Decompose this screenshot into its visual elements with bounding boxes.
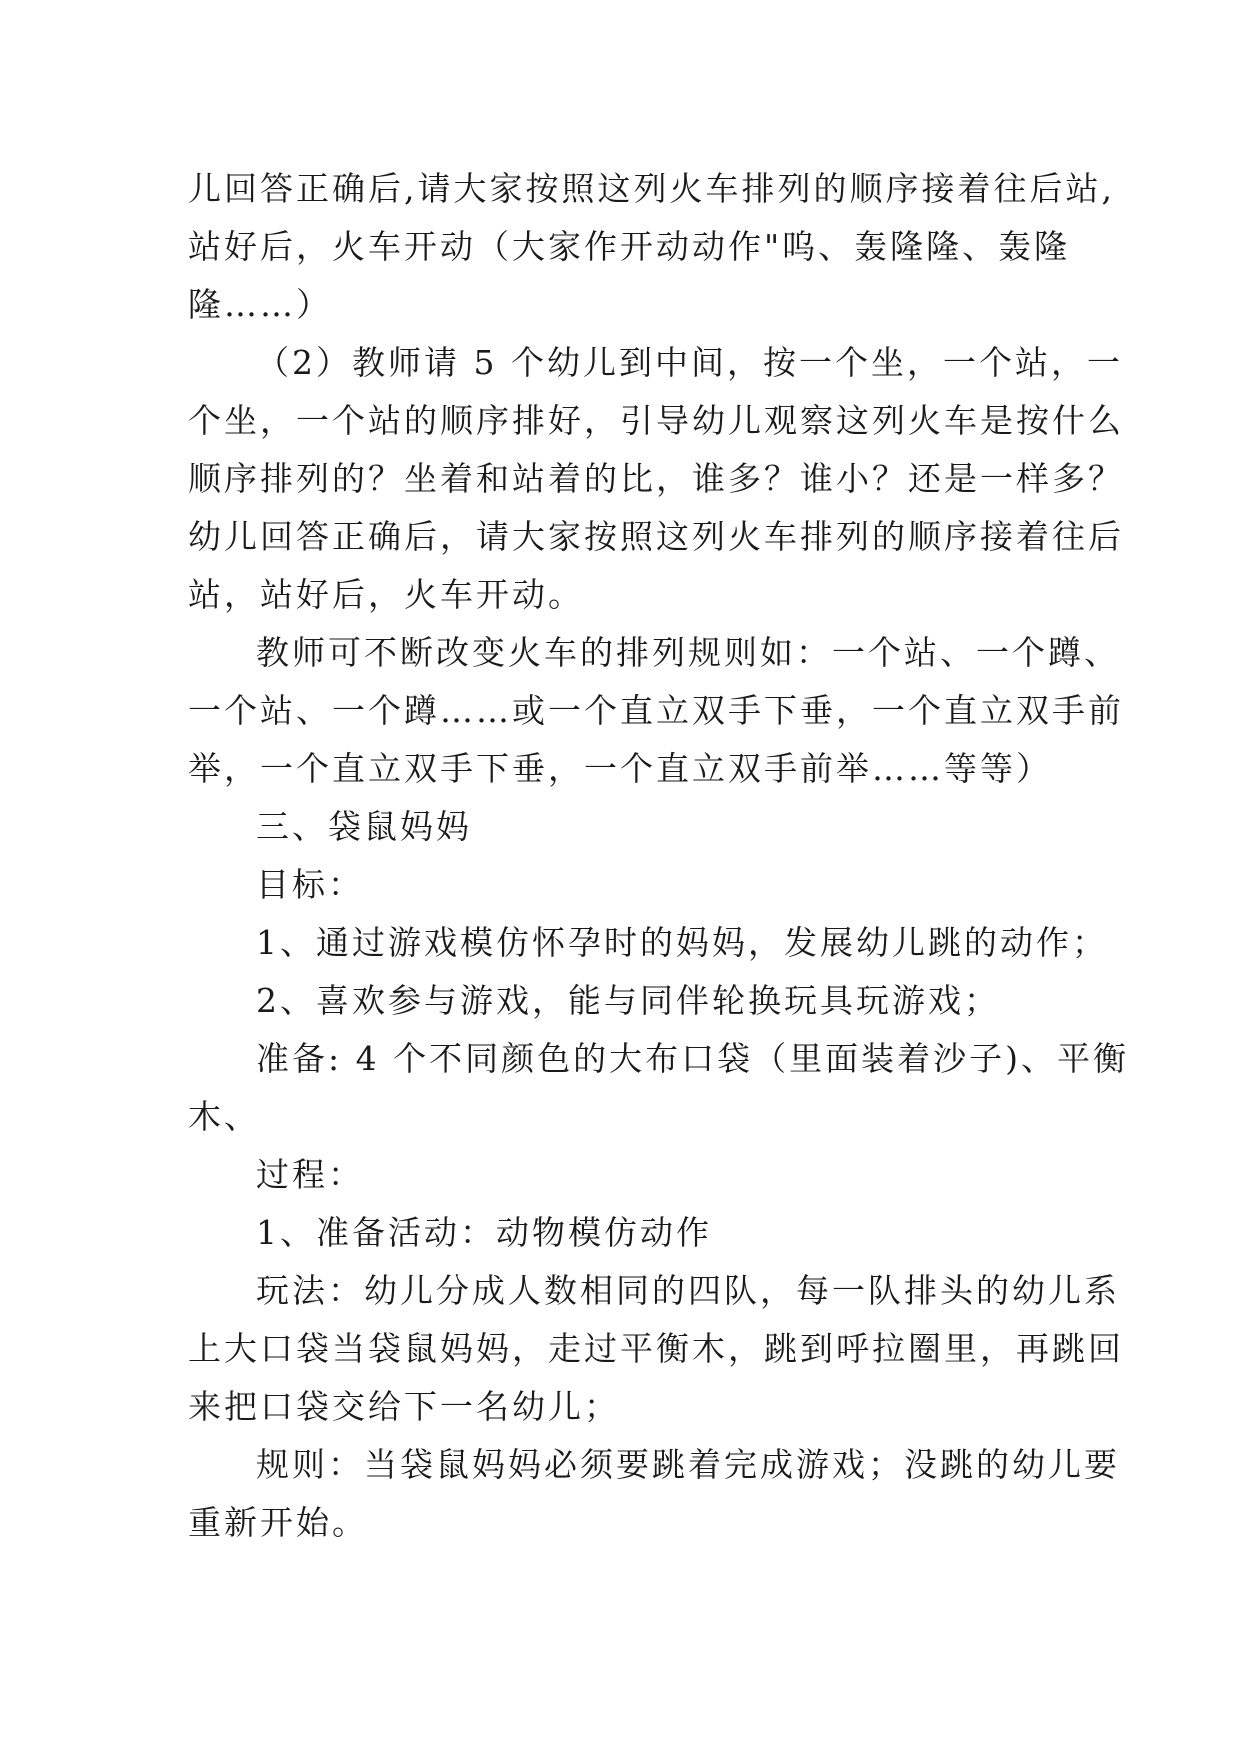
text-line: 一个站、一个蹲……或一个直立双手下垂，一个直立双手前	[188, 691, 1124, 730]
text-line: 目标：	[256, 865, 364, 904]
text-line: 玩法：幼儿分成人数相同的四队，每一队排头的幼儿系	[256, 1271, 1120, 1310]
text-line: 顺序排列的？坐着和站着的比，谁多？谁小？还是一样多？	[188, 459, 1124, 498]
text-line: 教师可不断改变火车的排列规则如：一个站、一个蹲、	[256, 633, 1120, 672]
text-line: 来把口袋交给下一名幼儿；	[188, 1387, 620, 1426]
text-line: 重新开始。	[188, 1503, 368, 1542]
text-line: 个坐，一个站的顺序排好，引导幼儿观察这列火车是按什么	[188, 401, 1124, 440]
text-line: （2）教师请 5 个幼儿到中间，按一个坐，一个站，一	[256, 343, 1123, 382]
text-line: 幼儿回答正确后，请大家按照这列火车排列的顺序接着往后	[188, 517, 1124, 556]
text-line: 木、	[188, 1097, 260, 1136]
text-line: 站好后，火车开动（大家作开动动作"呜、轰隆隆、轰隆	[188, 227, 1071, 266]
text-line: 上大口袋当袋鼠妈妈，走过平衡木，跳到呼拉圈里，再跳回	[188, 1329, 1124, 1368]
text-line: 举，一个直立双手下垂，一个直立双手前举……等等）	[188, 749, 1052, 788]
text-line: 站，站好后，火车开动。	[188, 575, 584, 614]
text-line: 过程：	[256, 1155, 364, 1194]
text-line: 隆……）	[188, 285, 332, 324]
text-line: 儿回答正确后,请大家按照这列火车排列的顺序接着往后站,	[188, 169, 1115, 208]
document-body	[188, 160, 1129, 1552]
text-line: 1、准备活动：动物模仿动作	[256, 1213, 712, 1252]
text-line: 2、喜欢参与游戏，能与同伴轮换玩具玩游戏；	[256, 981, 1000, 1020]
text-line: 三、袋鼠妈妈	[256, 807, 472, 846]
text-line: 1、通过游戏模仿怀孕时的妈妈，发展幼儿跳的动作；	[256, 923, 1108, 962]
text-line: 规则：当袋鼠妈妈必须要跳着完成游戏；没跳的幼儿要	[256, 1445, 1120, 1484]
text-line: 准备: 4 个不同颜色的大布口袋（里面装着沙子)、平衡	[256, 1039, 1129, 1078]
